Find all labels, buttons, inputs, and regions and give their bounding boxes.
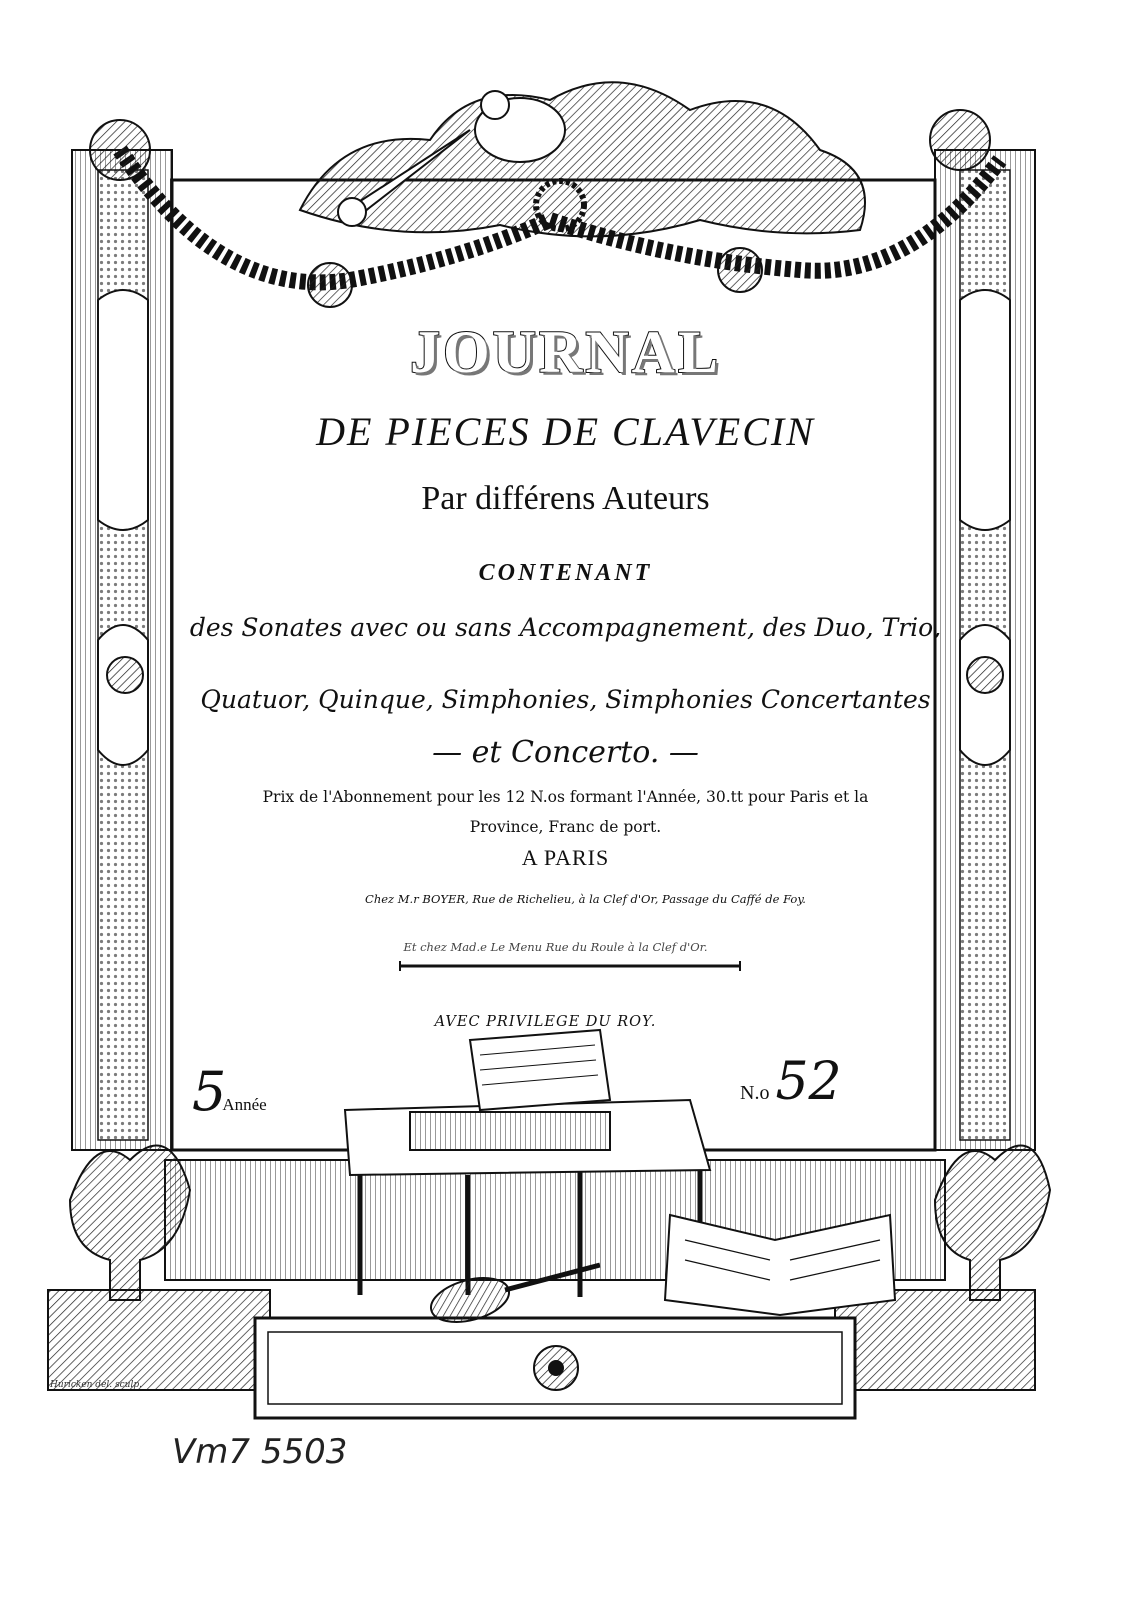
subtitle: DE PIECES DE CLAVECIN: [316, 409, 815, 454]
issue-number: [740, 1052, 842, 1112]
city: A PARIS: [521, 845, 610, 870]
privilege: AVEC PRIVILEGE DU ROY.: [434, 1014, 657, 1030]
left-column: [72, 150, 172, 1150]
price-line-2: Province, Franc de port.: [469, 818, 662, 836]
annee-label: Année: [222, 1095, 267, 1114]
contenant-heading: CONTENANT: [478, 560, 653, 586]
annee: [192, 1060, 267, 1123]
byline: Par différens Auteurs: [421, 480, 710, 517]
contents-line-2: Quatuor, Quinque, Simphonies, Simphonies Concertantes: [200, 685, 931, 714]
issue-label: N.o: [740, 1082, 770, 1104]
right-vase: [935, 1145, 1050, 1300]
right-column: [935, 150, 1035, 1150]
address-2: Et chez Mad.e Le Menu Rue du Roule à la Clef d'Or.: [403, 940, 708, 954]
price-line-1: Prix de l'Abonnement pour les 12 N.os formant l'Année, 30.tt pour Paris et la: [262, 788, 869, 806]
issue-value: 52: [775, 1052, 842, 1112]
engraver-credit: Huricken del. sculp.: [50, 1380, 142, 1390]
page-title: JOURNAL: [409, 319, 721, 385]
address-1: Chez M.r BOYER, Rue de Richelieu, à la Clef d'Or, Passage du Caffé de Foy.: [365, 892, 806, 906]
call-number: Vm7 5503: [172, 1432, 348, 1472]
annee-number: 5: [192, 1060, 227, 1123]
contents-line-1: des Sonates avec ou sans Accompagnement, des Duo, Trio,: [189, 613, 942, 642]
contents-line-3: — et Concerto. —: [432, 735, 699, 770]
